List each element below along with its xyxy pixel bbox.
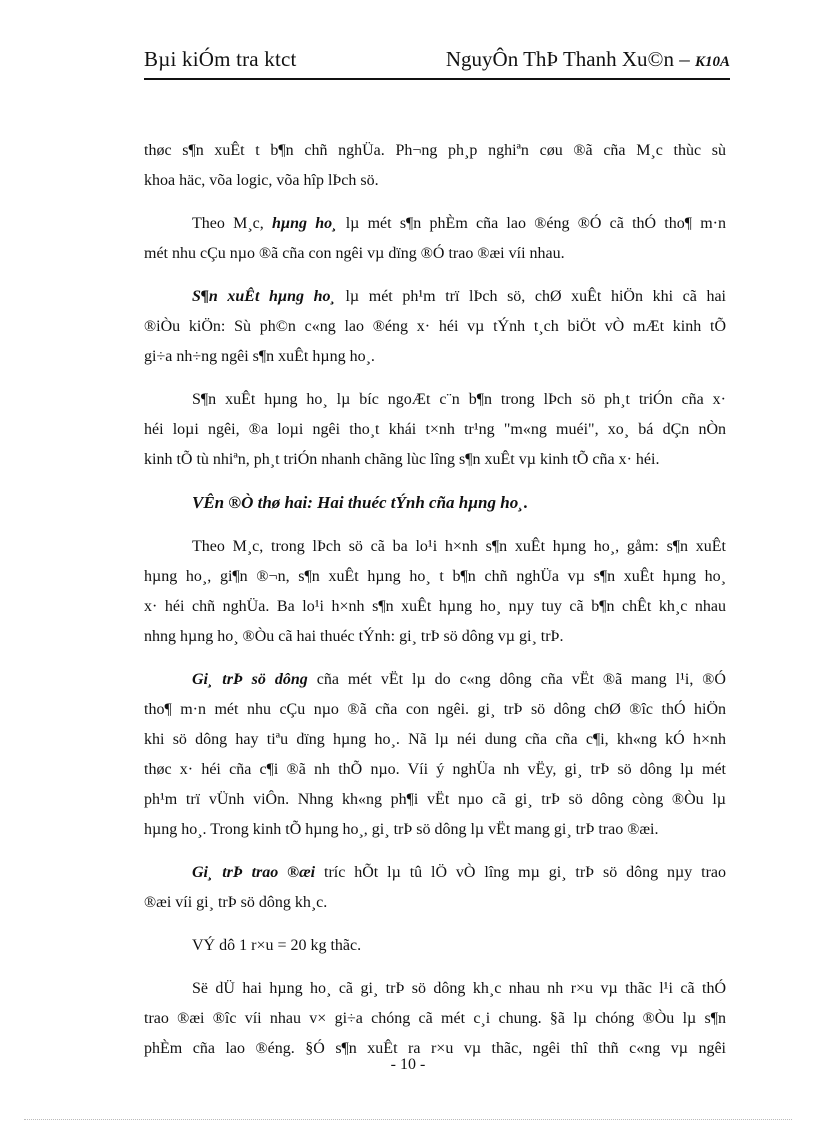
line-segment: cña mét vËt lµ do c«ng dông cña vËt ®ã mang l¹i, ®Ó — [307, 671, 726, 688]
header-author — [446, 47, 730, 72]
paragraph-line: nhng hµng ho¸ ®Òu cã hai thuéc tÝnh: gi¸ trÞ sö dông vµ gi¸ trÞ. — [144, 628, 564, 645]
line-segment: lµ mét s¶n phÈm cña lao ®éng ®Ó cã thÓ tho¶ m·n — [337, 215, 727, 232]
emphasized-term: hµng ho¸ — [272, 215, 338, 232]
line-segment: Theo M¸c, — [192, 215, 272, 232]
paragraph-line: Theo M¸c, trong lÞch sö cã ba lo¹i h×nh s¶n xuÊt hµng ho¸, gåm: s¶n xuÊt — [192, 538, 726, 555]
paragraph-line: x· héi chñ nghÜa. Ba lo¹i h×nh s¶n xuÊt hµng ho¸ nµy tuy cã b¶n chÊt kh¸c nhau — [144, 598, 726, 615]
paragraph-line: thøc s¶n xuÊt t b¶n chñ nghÜa. Ph¬ng ph¸p nghiªn cøu ®ã cña M¸c thùc sù — [144, 142, 726, 159]
paragraph-line: ®æi víi gi¸ trÞ sö dông kh¸c. — [144, 894, 328, 911]
body-paragraph — [144, 282, 726, 372]
line-segment: tríc hÕt lµ tû lÖ vÒ lîng mµ gi¸ trÞ sö dông nµy trao — [315, 864, 726, 881]
emphasized-term: Gi¸ trÞ sö dông — [192, 671, 308, 688]
emphasized-term: S¶n xuÊt hµng ho¸ — [192, 288, 336, 305]
page-number: - 10 - — [390, 1056, 426, 1073]
paragraph-line: kinh tÕ tù nhiªn, ph¸t triÓn nhanh chãng lùc lîng s¶n xuÊt vµ kinh tÕ cña x· héi. — [144, 451, 660, 468]
header-document-title: Bµi kiÓm tra ktct — [144, 47, 297, 71]
paragraph-line: S¶n xuÊt hµng ho¸ lµ bíc ngoÆt c¨n b¶n trong lÞch sö ph¸t triÓn cña x· — [192, 391, 726, 408]
body-paragraph — [144, 209, 726, 269]
paragraph-line — [144, 209, 726, 239]
paragraph-line: héi loµi ngêi, ®a loµi ngêi tho¸t khái t×nh tr¹ng "m«ng muéi", xo¸ bá dÇn nÒn — [144, 421, 726, 438]
document-body — [144, 136, 726, 1077]
paragraph-line: ph¹m trï vÜnh viÔn. Nhng kh«ng ph¶i vËt nµo cã gi¸ trÞ sö dông còng ®Òu lµ — [144, 791, 726, 808]
paragraph-line: khoa häc, võa logic, võa hîp lÞch sö. — [144, 172, 379, 189]
paragraph-line: khi sö dông hay tiªu dïng hµng ho¸. Nã lµ néi dung cña cña c¶i, kh«ng kÓ h×nh — [144, 731, 726, 748]
body-paragraph — [144, 532, 726, 652]
emphasized-term: Gi¸ trÞ trao ®æi — [192, 864, 316, 881]
paragraph-line: VÝ dô 1 r×u = 20 kg thãc. — [192, 937, 362, 954]
paragraph-line: tho¶ m·n mét nhu cÇu nµo ®ã cña con ngêi. gi¸ trÞ sö dông chØ ®îc thÓ hiÖn — [144, 701, 726, 718]
page-bottom-divider — [24, 1119, 792, 1120]
header-separator: – — [673, 47, 695, 71]
paragraph-line: ®iÒu kiÖn: Sù ph©n c«ng lao ®éng x· héi vµ tÝnh t¸ch biÖt vÒ mÆt kinh tÕ — [144, 318, 726, 335]
paragraph-line: phÈm cña lao ®éng. §Ó s¶n xuÊt ra r×u vµ thãc, ngêi thî thñ c«ng vµ ngêi — [144, 1040, 726, 1057]
paragraph-line: thøc x· héi cña c¶i ®ã nh thÕ nµo. Víi ý nghÜa nh vËy, gi¸ trÞ sö dông lµ mét — [144, 761, 726, 778]
paragraph-line: gi÷a nh÷ng ngêi s¶n xuÊt hµng ho¸. — [144, 348, 375, 365]
body-paragraph — [144, 858, 726, 918]
body-paragraph — [144, 974, 726, 1064]
body-paragraph — [144, 136, 726, 196]
section-heading: VÊn ®Ò thø hai: Hai thuéc tÝnh cña hµng ho¸. — [192, 493, 529, 512]
paragraph-line — [144, 665, 726, 695]
body-paragraph — [144, 665, 726, 845]
paragraph-line — [144, 282, 726, 312]
header-author-name: NguyÔn ThÞ Thanh Xu©n — [445, 47, 674, 71]
paragraph-line: trao ®æi ®îc víi nhau v× gi÷a chóng cã mét c¸i chung. §ã lµ chóng ®Òu lµ s¶n — [144, 1010, 726, 1027]
paragraph-line: mét nhu cÇu nµo ®ã cña con ngêi vµ dïng ®Ó trao ®æi víi nhau. — [144, 245, 565, 262]
body-paragraph — [144, 931, 726, 961]
paragraph-line: hµng ho¸, gi¶n ®¬n, s¶n xuÊt hµng ho¸ t b¶n chñ nghÜa vµ s¶n xuÊt hµng ho¸ — [144, 568, 726, 585]
body-paragraph — [144, 385, 726, 475]
page-header — [144, 46, 730, 80]
paragraph-line: hµng ho¸. Trong kinh tÕ hµng ho¸, gi¸ trÞ sö dông lµ vËt mang gi¸ trÞ trao ®æi. — [144, 821, 659, 838]
paragraph-line — [144, 858, 726, 888]
header-class-code: K10A — [694, 54, 730, 70]
line-segment: lµ mét ph¹m trï lÞch sö, chØ xuÊt hiÖn khi cã hai — [335, 288, 726, 305]
paragraph-line: Së dÜ hai hµng ho¸ cã gi¸ trÞ sö dông kh¸c nhau nh r×u vµ thãc l¹i cã thÓ — [192, 980, 726, 997]
